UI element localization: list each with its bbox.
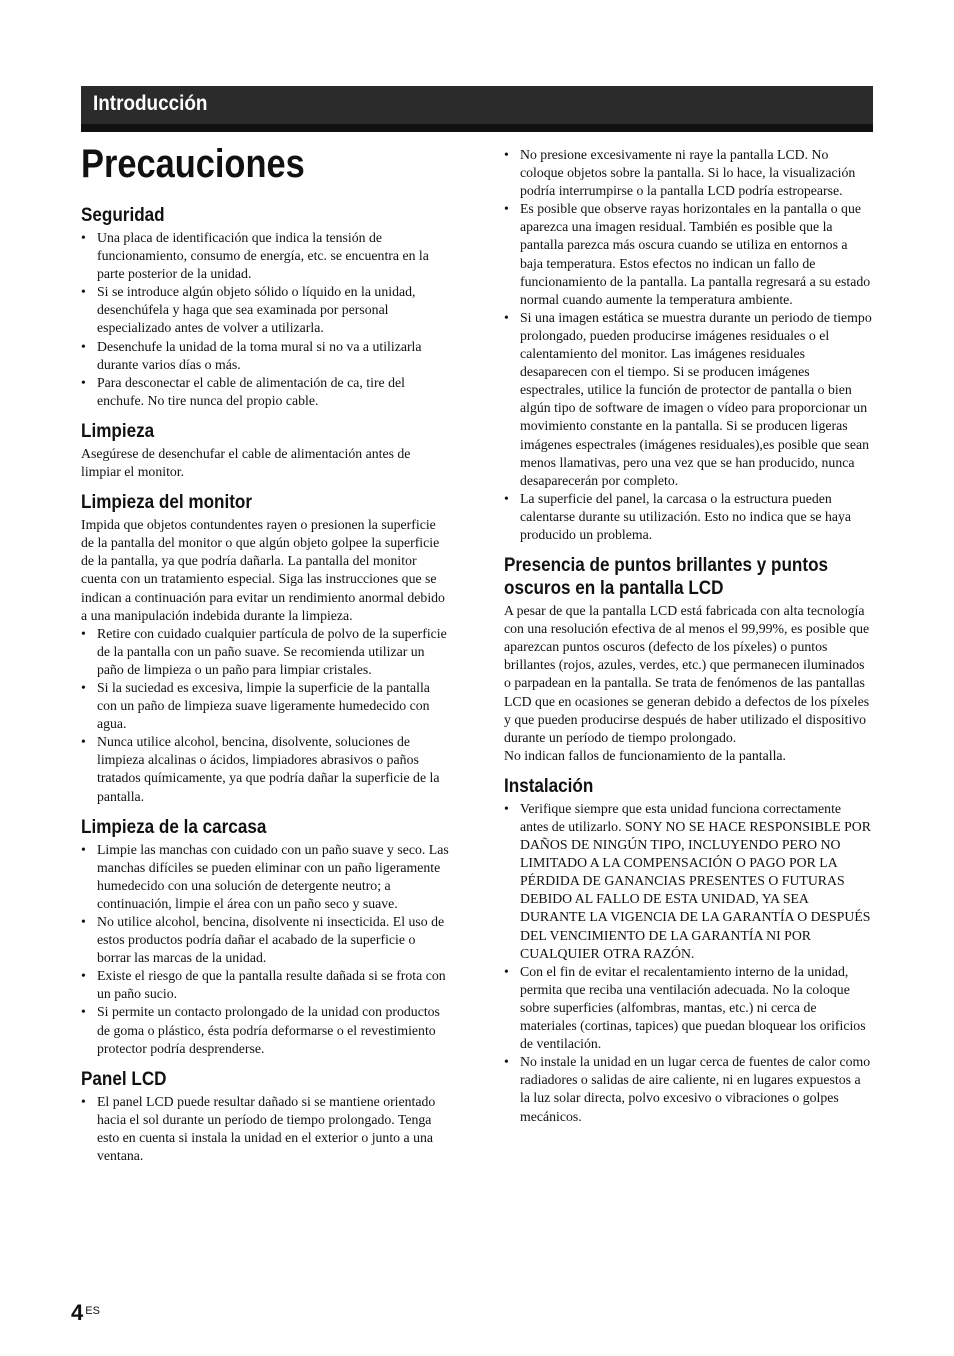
page-number: 4 bbox=[71, 1300, 84, 1325]
heading-limpieza-carcasa: Limpieza de la carcasa bbox=[81, 816, 267, 838]
list-item: • Existe el riesgo de que la pantalla resulte dañada si se frota con un paño sucio. bbox=[81, 967, 449, 1003]
heading-instalacion: Instalación bbox=[504, 775, 594, 797]
left-column bbox=[81, 204, 449, 1165]
page-title: Precauciones bbox=[81, 142, 305, 186]
list-item: • Retire con cuidado cualquier partícula de polvo de la superficie de la pantalla con un paño suave. Se recomienda utilizar un paño de limpieza o un paño para limpiar cristales. bbox=[81, 625, 449, 679]
heading-seguridad: Seguridad bbox=[81, 205, 165, 226]
list-item: • Desenchufe la unidad de la toma mural si no va a utilizarla durante varios días o más. bbox=[81, 338, 449, 374]
list-item: • La superficie del panel, la carcasa o la estructura pueden calentarse durante su utilización. Esto no indica que se haya producido un problema. bbox=[504, 490, 872, 544]
list-item: • Una placa de identificación que indica la tensión de funcionamiento, consumo de energía, etc. se encuentra en la parte posterior de la unidad. bbox=[81, 229, 449, 283]
list-item: • No instale la unidad en un lugar cerca de fuentes de calor como radiadores o salidas de aire caliente, ni en lugares expuestos a la luz solar directa, polvo excesivo o vibraciones o golpes mecánicos. bbox=[504, 1053, 872, 1125]
list-item: • Verifique siempre que esta unidad funciona correctamente antes de utilizarlo. SONY NO SE HACE RESPONSIBLE POR DAÑOS DE NINGÚN TIPO, INCLUYENDO PERO NO LIMITADO A LA COMPENSACIÓN O PAGO POR LA PÉRDIDA DE GANANCIAS PRESENTES O FUTURAS DEBIDO AL FALLO DE ESTA UNIDAD, YA SEA DURANTE LA VIGENCIA DE LA GARANTÍA O DESPUÉS DEL VENCIMIENTO DE LA GARANTÍA NI POR CUALQUIER OTRA RAZÓN. bbox=[504, 800, 872, 963]
list-item: • Si permite un contacto prolongado de la unidad con productos de goma o plástico, ésta podría deformarse o el revestimiento protector podría desprenderse. bbox=[81, 1003, 449, 1057]
heading-panel-lcd: Panel LCD bbox=[81, 1068, 167, 1090]
list-panel-lcd-continued bbox=[504, 146, 872, 544]
list-item: • Limpie las manchas con cuidado con un paño suave y seco. Las manchas difíciles se pueden eliminar con un paño ligeramente humedecido con una solución de detergente neutro; a continuación, limpie el área con un paño seco y suave. bbox=[81, 841, 449, 913]
list-limpieza-carcasa bbox=[81, 841, 449, 1058]
paragraph-puntos: A pesar de que la pantalla LCD está fabricada con alta tecnología con una resolución efectiva de al menos el 99,99%, es posible que aparezcan puntos oscuros (defecto de los píxeles) o puntos brillantes (rojos, azules, verdes, etc.) que permanecen iluminados o parpadean en la pantalla. Se trata de fenómenos de las pantallas LCD que en ocasiones se generan debido a defectos de los píxeles y que pueden producirse después de haber utilizado el dispositivo durante un período de tiempo prolongado. bbox=[504, 603, 870, 745]
list-item: • Si la suciedad es excesiva, limpie la superficie de la pantalla con un paño de limpieza suave ligeramente humedecido con agua. bbox=[81, 679, 449, 733]
page-footer bbox=[71, 1298, 100, 1326]
list-item: • No utilice alcohol, bencina, disolvente ni insecticida. El uso de estos productos podría dañar el acabado de la superficie o borrar las marcas de la unidad. bbox=[81, 913, 449, 967]
heading-puntos: Presencia de puntos brillantes y puntos oscuros en la pantalla LCD bbox=[504, 555, 829, 600]
heading-limpieza: Limpieza bbox=[81, 420, 155, 442]
section-header-bar bbox=[81, 86, 873, 124]
list-item: • Para desconectar el cable de alimentación de ca, tire del enchufe. No tire nunca del propio cable. bbox=[81, 374, 449, 410]
right-column bbox=[504, 146, 872, 1126]
list-panel-lcd bbox=[81, 1093, 449, 1165]
language-code: ES bbox=[85, 1305, 100, 1317]
header-rule bbox=[81, 124, 873, 132]
list-item: • No presione excesivamente ni raye la pantalla LCD. No coloque objetos sobre la pantalla. Si lo hace, la visualización podría interrumpirse o la pantalla LCD podría estropearse. bbox=[504, 146, 872, 200]
paragraph-puntos-note: No indican fallos de funcionamiento de la pantalla. bbox=[504, 747, 786, 763]
list-seguridad bbox=[81, 229, 449, 410]
list-limpieza-monitor bbox=[81, 625, 449, 806]
paragraph-limpieza-monitor: Impida que objetos contundentes rayen o presionen la superficie de la pantalla del monitor o que algún objeto golpee la superficie de la pantalla, ya que podría dañarla. La pantalla del monitor cuenta con un tratamiento especial. Siga las instrucciones que se indican a continuación para evitar un rendimiento anormal debido a una manipulación indebida durante la limpieza. bbox=[81, 517, 445, 623]
heading-limpieza-monitor: Limpieza del monitor bbox=[81, 492, 253, 514]
list-item: • Es posible que observe rayas horizontales en la pantalla o que aparezca una imagen residual. También es posible que la pantalla parezca más oscura cuando se utiliza en entornos a baja temperatura. Estos efectos no indican un fallo de funcionamiento de la pantalla. La pantalla regresará a su estado normal cuando aumente la temperatura ambiente. bbox=[504, 200, 872, 309]
list-item: • Nunca utilice alcohol, bencina, disolvente, soluciones de limpieza alcalinas o ácidos, limpiadores abrasivos o paños tratados químicamente, ya que podría dañar la superficie de la pantalla. bbox=[81, 733, 449, 805]
list-item: • Con el fin de evitar el recalentamiento interno de la unidad, permita que reciba una ventilación adecuada. No la coloque sobre superficies (alfombras, mantas, etc.) ni cerca de materiales (cortinas, tapices) que puedan bloquear los orificios de ventilación. bbox=[504, 963, 872, 1053]
list-item: • El panel LCD puede resultar dañado si se mantiene orientado hacia el sol durante un período de tiempo prolongado. Tenga esto en cuenta si instala la unidad en el exterior o junto a una ventana. bbox=[81, 1093, 449, 1165]
list-item: • Si se introduce algún objeto sólido o líquido en la unidad, desenchúfela y haga que sea examinada por personal especializado antes de volver a utilizarla. bbox=[81, 283, 449, 337]
list-item: • Si una imagen estática se muestra durante un periodo de tiempo prolongado, pueden producirse imágenes residuales o el calentamiento del monitor. Las imágenes residuales desaparecen con el tiempo. Si se producen imágenes espectrales, utilice la función de protector de pantalla o bien algún tipo de software de imagen o vídeo para proporcionar un movimiento constante en la pantalla. Si se producen ligeras imágenes espectrales (imágenes residuales),es posible que sean menos llamativas, pero una vez que se han producido, nunca desaparecerán por completo. bbox=[504, 309, 872, 490]
section-title: Introducción bbox=[93, 92, 208, 115]
paragraph-limpieza: Asegúrese de desenchufar el cable de alimentación antes de limpiar el monitor. bbox=[81, 445, 411, 480]
list-instalacion bbox=[504, 800, 872, 1126]
